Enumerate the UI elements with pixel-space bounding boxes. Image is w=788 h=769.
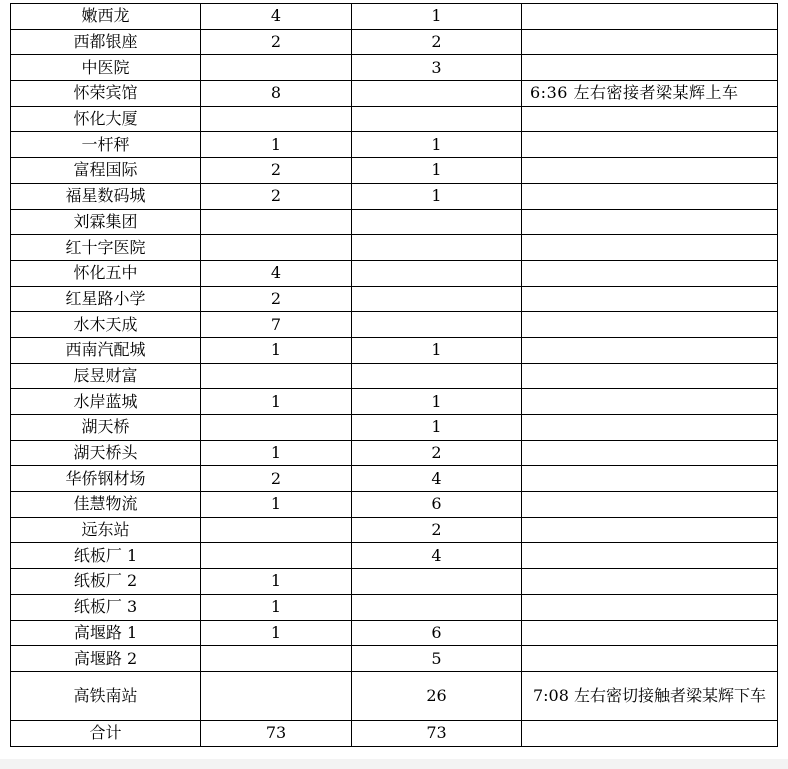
table-row xyxy=(11,312,778,338)
count-a-cell: 1 xyxy=(201,569,352,595)
table-row xyxy=(11,440,778,466)
count-a-cell xyxy=(201,235,352,261)
count-b-cell: 73 xyxy=(352,720,522,746)
note-cell: 6:36 左右密接者梁某辉上车 xyxy=(522,81,778,107)
note-cell xyxy=(522,235,778,261)
count-b-cell: 1 xyxy=(352,389,522,415)
count-a-cell: 2 xyxy=(201,286,352,312)
note-cell xyxy=(522,106,778,132)
count-b-cell xyxy=(352,286,522,312)
count-b-cell: 26 xyxy=(352,671,522,720)
note-cell xyxy=(522,646,778,672)
count-a-cell: 73 xyxy=(201,720,352,746)
location-cell: 一杆秤 xyxy=(11,132,201,158)
count-b-cell: 4 xyxy=(352,466,522,492)
location-cell: 怀荣宾馆 xyxy=(11,81,201,107)
count-a-cell: 8 xyxy=(201,81,352,107)
table-row xyxy=(11,620,778,646)
count-b-cell xyxy=(352,569,522,595)
note-cell xyxy=(522,158,778,184)
table-row xyxy=(11,81,778,107)
table-row xyxy=(11,235,778,261)
note-cell xyxy=(522,543,778,569)
note-cell xyxy=(522,415,778,441)
location-cell: 合计 xyxy=(11,720,201,746)
count-b-cell: 5 xyxy=(352,646,522,672)
table-row xyxy=(11,466,778,492)
count-a-cell: 1 xyxy=(201,594,352,620)
note-cell xyxy=(522,4,778,30)
count-b-cell: 2 xyxy=(352,29,522,55)
location-cell: 纸板厂 3 xyxy=(11,594,201,620)
count-b-cell: 1 xyxy=(352,183,522,209)
table-row xyxy=(11,671,778,720)
location-cell: 远东站 xyxy=(11,517,201,543)
table-row xyxy=(11,183,778,209)
table-row xyxy=(11,492,778,518)
count-b-cell: 1 xyxy=(352,337,522,363)
table-row xyxy=(11,55,778,81)
note-cell xyxy=(522,312,778,338)
count-b-cell xyxy=(352,106,522,132)
location-cell: 嫩西龙 xyxy=(11,4,201,30)
count-b-cell xyxy=(352,363,522,389)
count-a-cell xyxy=(201,517,352,543)
count-a-cell xyxy=(201,646,352,672)
location-cell: 高堰路 2 xyxy=(11,646,201,672)
count-b-cell: 1 xyxy=(352,4,522,30)
count-a-cell xyxy=(201,106,352,132)
count-a-cell: 1 xyxy=(201,132,352,158)
count-b-cell: 1 xyxy=(352,415,522,441)
count-a-cell xyxy=(201,363,352,389)
count-b-cell: 6 xyxy=(352,620,522,646)
table-row xyxy=(11,389,778,415)
location-cell: 怀化大厦 xyxy=(11,106,201,132)
count-a-cell xyxy=(201,209,352,235)
note-cell xyxy=(522,594,778,620)
location-cell: 湖天桥 xyxy=(11,415,201,441)
note-cell: 7:08 左右密切接触者梁某辉下车 xyxy=(522,671,778,720)
location-cell: 纸板厂 2 xyxy=(11,569,201,595)
note-cell xyxy=(522,517,778,543)
table-row xyxy=(11,646,778,672)
location-cell: 高堰路 1 xyxy=(11,620,201,646)
location-cell: 水岸蓝城 xyxy=(11,389,201,415)
page-bottom-strip xyxy=(0,759,788,769)
count-b-cell xyxy=(352,81,522,107)
table-row xyxy=(11,569,778,595)
count-b-cell: 1 xyxy=(352,132,522,158)
count-b-cell: 3 xyxy=(352,55,522,81)
table-row xyxy=(11,106,778,132)
note-cell xyxy=(522,389,778,415)
note-cell xyxy=(522,569,778,595)
count-b-cell xyxy=(352,594,522,620)
note-cell xyxy=(522,492,778,518)
count-b-cell: 1 xyxy=(352,158,522,184)
table-row xyxy=(11,260,778,286)
count-a-cell: 1 xyxy=(201,620,352,646)
note-cell xyxy=(522,55,778,81)
location-cell: 怀化五中 xyxy=(11,260,201,286)
count-b-cell: 2 xyxy=(352,517,522,543)
table-row xyxy=(11,286,778,312)
count-a-cell: 1 xyxy=(201,337,352,363)
location-cell: 中医院 xyxy=(11,55,201,81)
count-a-cell: 7 xyxy=(201,312,352,338)
note-cell xyxy=(522,337,778,363)
location-cell: 西都银座 xyxy=(11,29,201,55)
location-cell: 华侨钢材场 xyxy=(11,466,201,492)
note-cell xyxy=(522,209,778,235)
count-a-cell xyxy=(201,415,352,441)
table-row xyxy=(11,363,778,389)
location-cell: 辰昱财富 xyxy=(11,363,201,389)
count-a-cell: 2 xyxy=(201,183,352,209)
count-a-cell: 2 xyxy=(201,29,352,55)
count-a-cell: 2 xyxy=(201,158,352,184)
count-b-cell xyxy=(352,209,522,235)
count-a-cell: 1 xyxy=(201,389,352,415)
count-b-cell xyxy=(352,312,522,338)
location-cell: 湖天桥头 xyxy=(11,440,201,466)
note-cell xyxy=(522,363,778,389)
total-row xyxy=(11,720,778,746)
location-cell: 水木天成 xyxy=(11,312,201,338)
table-row xyxy=(11,158,778,184)
location-cell: 刘霖集团 xyxy=(11,209,201,235)
note-cell xyxy=(522,29,778,55)
note-cell xyxy=(522,466,778,492)
location-cell: 西南汽配城 xyxy=(11,337,201,363)
location-cell: 红十字医院 xyxy=(11,235,201,261)
location-cell: 高铁南站 xyxy=(11,671,201,720)
location-cell: 佳慧物流 xyxy=(11,492,201,518)
count-b-cell: 6 xyxy=(352,492,522,518)
table-row xyxy=(11,543,778,569)
table-row xyxy=(11,132,778,158)
count-a-cell: 4 xyxy=(201,260,352,286)
table-body xyxy=(11,4,778,747)
count-a-cell: 4 xyxy=(201,4,352,30)
location-cell: 福星数码城 xyxy=(11,183,201,209)
table-row xyxy=(11,415,778,441)
note-cell xyxy=(522,440,778,466)
note-cell xyxy=(522,620,778,646)
table-row xyxy=(11,29,778,55)
table-row xyxy=(11,337,778,363)
table-row xyxy=(11,209,778,235)
count-a-cell: 1 xyxy=(201,492,352,518)
note-cell xyxy=(522,132,778,158)
table-row xyxy=(11,4,778,30)
count-b-cell xyxy=(352,260,522,286)
location-cell: 富程国际 xyxy=(11,158,201,184)
count-a-cell xyxy=(201,543,352,569)
note-cell xyxy=(522,183,778,209)
count-a-cell: 1 xyxy=(201,440,352,466)
table-row xyxy=(11,517,778,543)
count-a-cell: 2 xyxy=(201,466,352,492)
location-cell: 纸板厂 1 xyxy=(11,543,201,569)
note-cell xyxy=(522,260,778,286)
note-cell xyxy=(522,286,778,312)
location-cell: 红星路小学 xyxy=(11,286,201,312)
count-b-cell: 4 xyxy=(352,543,522,569)
data-table xyxy=(10,3,778,747)
count-a-cell xyxy=(201,671,352,720)
table-row xyxy=(11,594,778,620)
count-b-cell xyxy=(352,235,522,261)
note-cell xyxy=(522,720,778,746)
count-b-cell: 2 xyxy=(352,440,522,466)
count-a-cell xyxy=(201,55,352,81)
